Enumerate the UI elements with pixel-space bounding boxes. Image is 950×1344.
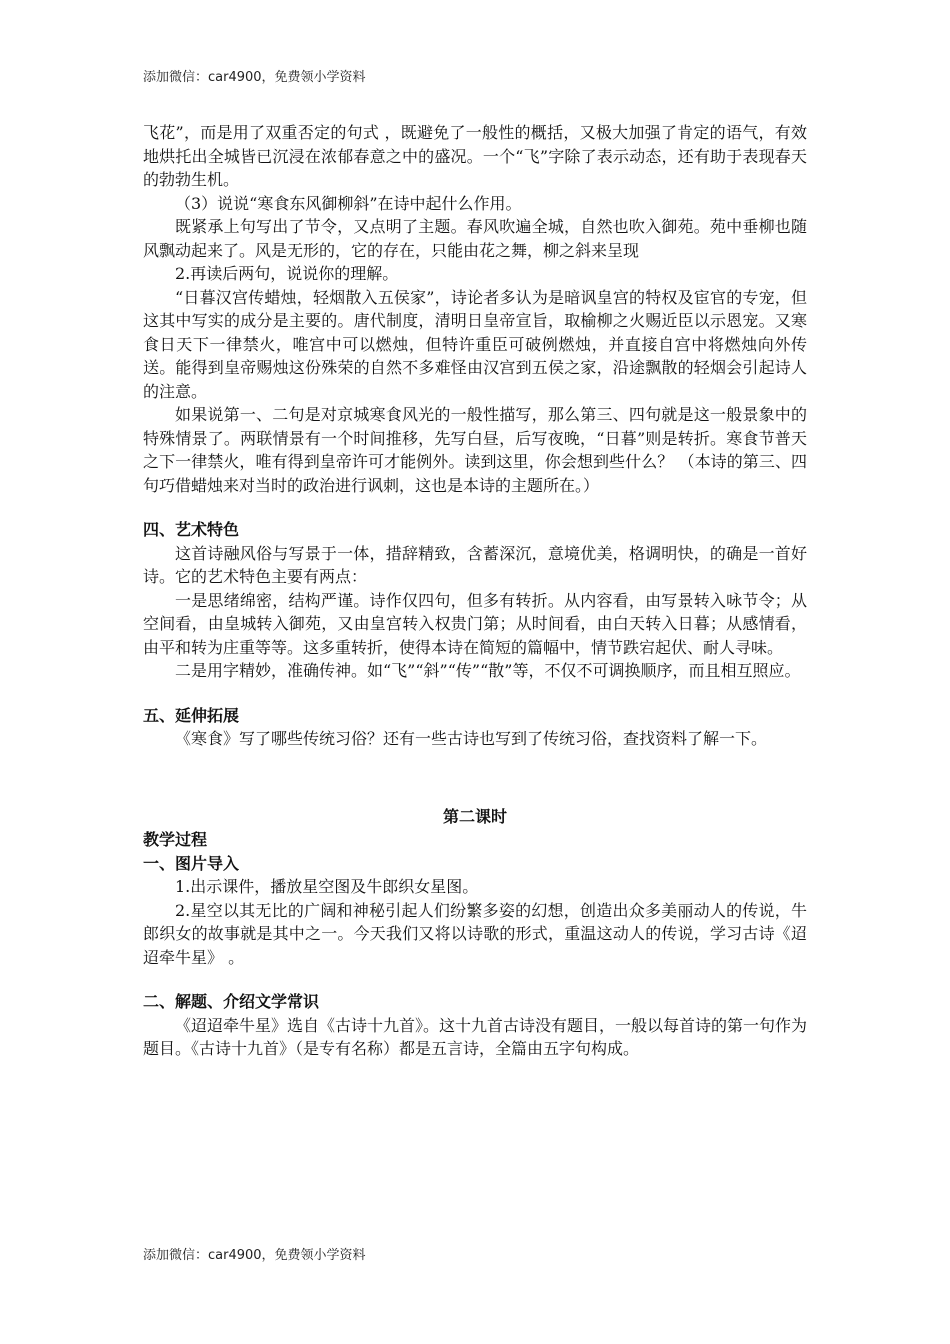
paragraph: 2.再读后两句，说说你的理解。 [175,264,399,283]
paragraph: 如果说第一、二句是对京城寒食风光的一般性描写，那么第三、四句就是这一般景象中的特殊情景了。两联情景有一个时间推移，先写白昼，后写夜晚，“日暮”则是转折。寒食节普天之下一律禁火，唯有得到皇帝许可才能例外。读到这里，你会想到些什么？ （本诗的第三、四句巧借蜡烛来对当时的政治进行讽刺，这也是本诗的主题所在。） [143,405,807,495]
lesson-title: 第二课时 [442,806,507,826]
paragraph: 飞花”，而是用了双重否定的句式 ，既避免了一般性的概括，又极大加强了肯定的语气，有效地烘托出全城皆已沉浸在浓郁春意之中的盛况。一个“飞”字除了表示动态，还有助于表现春天的勃勃生机。 [143,123,807,189]
section-heading-extension: 五、延伸拓展 [143,705,240,725]
document-body [143,121,807,1061]
paragraph: “日暮汉宫传蜡烛，轻烟散入五侯家”，诗论者多认为是暗讽皇宫的特权及宦官的专宠，但这其中写实的成分是主要的。唐代制度，清明日皇帝宣旨，取榆柳之火赐近臣以示恩宠。又寒食日天下一律禁火，唯宫中可以燃烛，但特许重臣可破例燃烛，并直接自宫中将燃烛向外传送。能得到皇帝赐烛这份殊荣的自然不多难怪由汉宫到五侯之家，沿途飘散的轻烟会引起诗人的注意。 [143,287,807,401]
paragraph: 二是用字精妙，准确传神。如“飞”“斜”“传”“散”等，不仅不可调换顺序，而且相互照应。 [175,661,801,680]
paragraph: 一是思绪绵密，结构严谨。诗作仅四句，但多有转折。从内容看，由写景转入咏节令；从空间看，由皇城转入御苑，又由皇宫转入权贵门第；从时间看，由白天转入日暮；从感情看，由平和转为庄重等等。这多重转折，使得本诗在简短的篇幅中，情节跌宕起伏、耐人寻味。 [143,590,807,657]
paragraph: 1.出示课件，播放星空图及牛郎织女星图。 [175,877,479,896]
section-heading-art: 四、艺术特色 [143,520,240,539]
paragraph: （3）说说“寒食东风御柳斜”在诗中起什么作用。 [175,193,522,213]
section-heading-process: 教学过程 [143,830,208,849]
page-header: 添加微信：car4900，免费领小学资料 [143,70,366,85]
paragraph: 2.星空以其无比的广阔和神秘引起人们纷繁多姿的幻想，创造出众多美丽动人的传说，牛郎织女的故事就是其中之一。今天我们又将以诗歌的形式，重温这动人的传说，学习古诗《迢迢牵牛星》 。 [143,900,807,967]
spacer [143,751,807,793]
page-footer: 添加微信：car4900，免费领小学资料 [143,1248,366,1263]
spacer [143,497,807,518]
paragraph: 《迢迢牵牛星》选自《古诗十九首》。这十九首古诗没有题目，一般以每首诗的第一句作为题目。《古诗十九首》（是专有名称）都是五言诗，全篇由五字句构成。 [143,1015,808,1058]
spacer [143,683,807,704]
spacer [143,969,807,990]
section-heading-title-explain: 二、解题、介绍文学常识 [143,992,320,1011]
section-heading-intro: 一、图片导入 [143,853,240,873]
paragraph: 《寒食》写了哪些传统习俗？还有一些古诗也写到了传统习俗，查找资料了解一下。 [175,729,768,748]
paragraph: 既紧承上句写出了节令，又点明了主题。春风吹遍全城，自然也吹入御苑。苑中垂柳也随风飘动起来了。风是无形的，它的存在，只能由花之舞，柳之斜来呈现 [143,217,807,260]
paragraph: 这首诗融风俗与写景于一体，措辞精致，含蓄深沉，意境优美，格调明快，的确是一首好诗。它的艺术特色主要有两点： [143,543,807,586]
